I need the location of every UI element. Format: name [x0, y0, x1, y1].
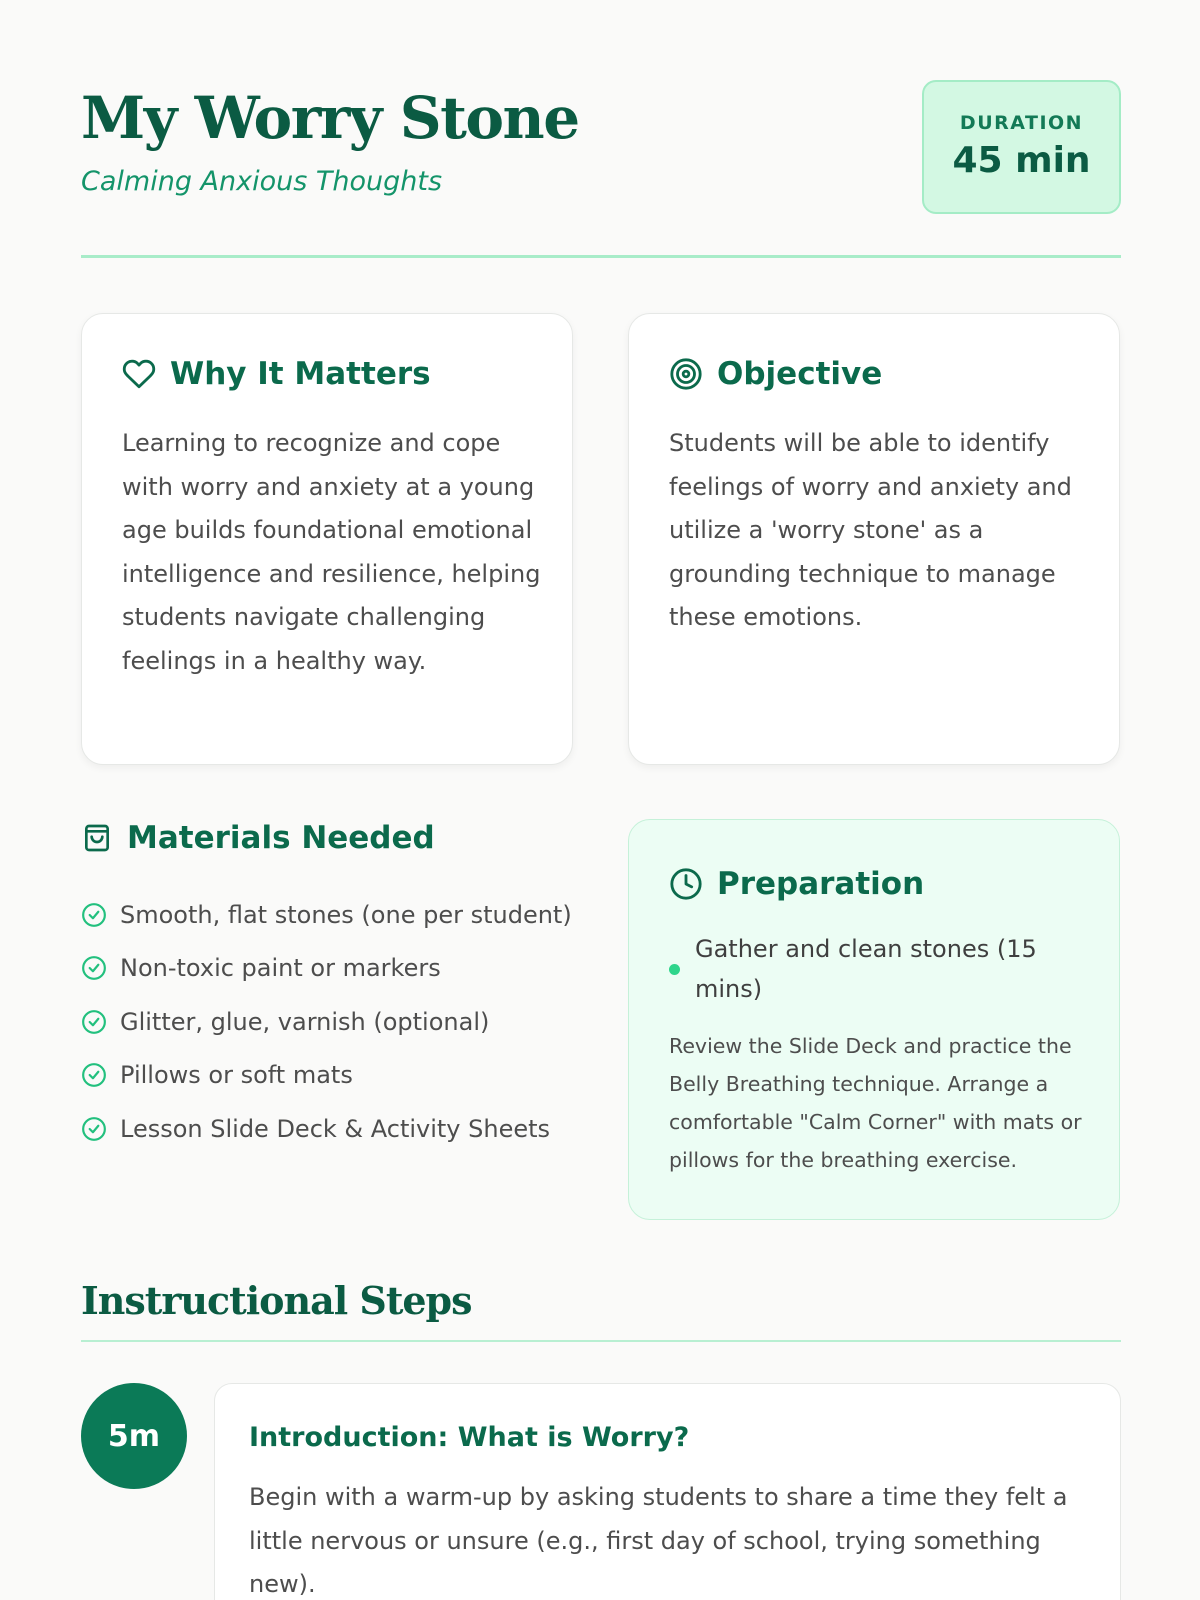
material-label: Smooth, flat stones (one per student)	[120, 900, 572, 929]
preparation-bullet	[669, 929, 1089, 1009]
preparation-bullet-text: Gather and clean stones (15 mins)	[695, 935, 1037, 1003]
lesson-header	[81, 80, 1121, 216]
objective-text: Students will be able to identify feelings of worry and anxiety and utilize a 'worry stone' as a grounding technique to manage these emotions.	[669, 429, 1072, 631]
duration-value: 45 min	[952, 140, 1091, 181]
clock-icon	[669, 867, 703, 901]
materials-title: Materials Needed	[127, 820, 435, 856]
material-label: Lesson Slide Deck & Activity Sheets	[120, 1114, 551, 1143]
material-label: Glitter, glue, varnish (optional)	[120, 1007, 490, 1036]
list-item	[81, 1049, 601, 1103]
page-subtitle: Calming Anxious Thoughts	[81, 166, 443, 197]
check-circle-icon	[81, 1009, 107, 1035]
material-label: Pillows or soft mats	[120, 1061, 353, 1090]
step-duration-badge: 5m	[81, 1383, 187, 1489]
check-circle-icon	[81, 955, 107, 981]
page-title: My Worry Stone	[81, 84, 579, 152]
check-circle-icon	[81, 1116, 107, 1142]
heart-icon	[122, 357, 156, 391]
steps-section-title: Instructional Steps	[81, 1278, 472, 1323]
materials-header	[81, 820, 601, 856]
steps-divider	[81, 1340, 1121, 1342]
check-circle-icon	[81, 902, 107, 928]
why-it-matters-header	[122, 356, 431, 392]
objective-title: Objective	[717, 356, 883, 392]
header-divider	[81, 255, 1121, 258]
why-it-matters-text: Learning to recognize and cope with worry and anxiety at a young age builds foundational emotional intelligence and resilience, helping students navigate challenging feelings in a healthy way.	[122, 429, 541, 675]
list-item	[81, 942, 601, 996]
preparation-title: Preparation	[717, 866, 925, 902]
shopping-bag-icon	[81, 821, 113, 855]
material-label: Non-toxic paint or markers	[120, 954, 441, 983]
step-text: Begin with a warm-up by asking students to share a time they felt a little nervous or unsure (e.g., first day of school, trying something new).	[249, 1483, 1068, 1598]
objective-card	[628, 313, 1120, 765]
step-title: Introduction: What is Worry?	[249, 1422, 690, 1453]
duration-label: DURATION	[959, 112, 1084, 134]
list-item	[81, 995, 601, 1049]
duration-badge	[922, 80, 1121, 214]
why-it-matters-card	[81, 313, 573, 765]
objective-header	[669, 356, 882, 392]
target-icon	[669, 357, 703, 391]
materials-list	[81, 888, 601, 1156]
list-item	[81, 1102, 601, 1156]
preparation-text: Review the Slide Deck and practice the Belly Breathing technique. Arrange a comfortable "Calm Corner" with mats or pillows for the breathing exercise.	[669, 1034, 1082, 1172]
materials-section	[81, 820, 601, 1143]
why-it-matters-title: Why It Matters	[170, 356, 431, 392]
check-circle-icon	[81, 1062, 107, 1088]
preparation-card	[628, 819, 1120, 1220]
step-card	[214, 1383, 1121, 1600]
preparation-header	[669, 866, 924, 902]
bullet-dot-icon	[669, 964, 680, 975]
list-item	[81, 888, 601, 942]
